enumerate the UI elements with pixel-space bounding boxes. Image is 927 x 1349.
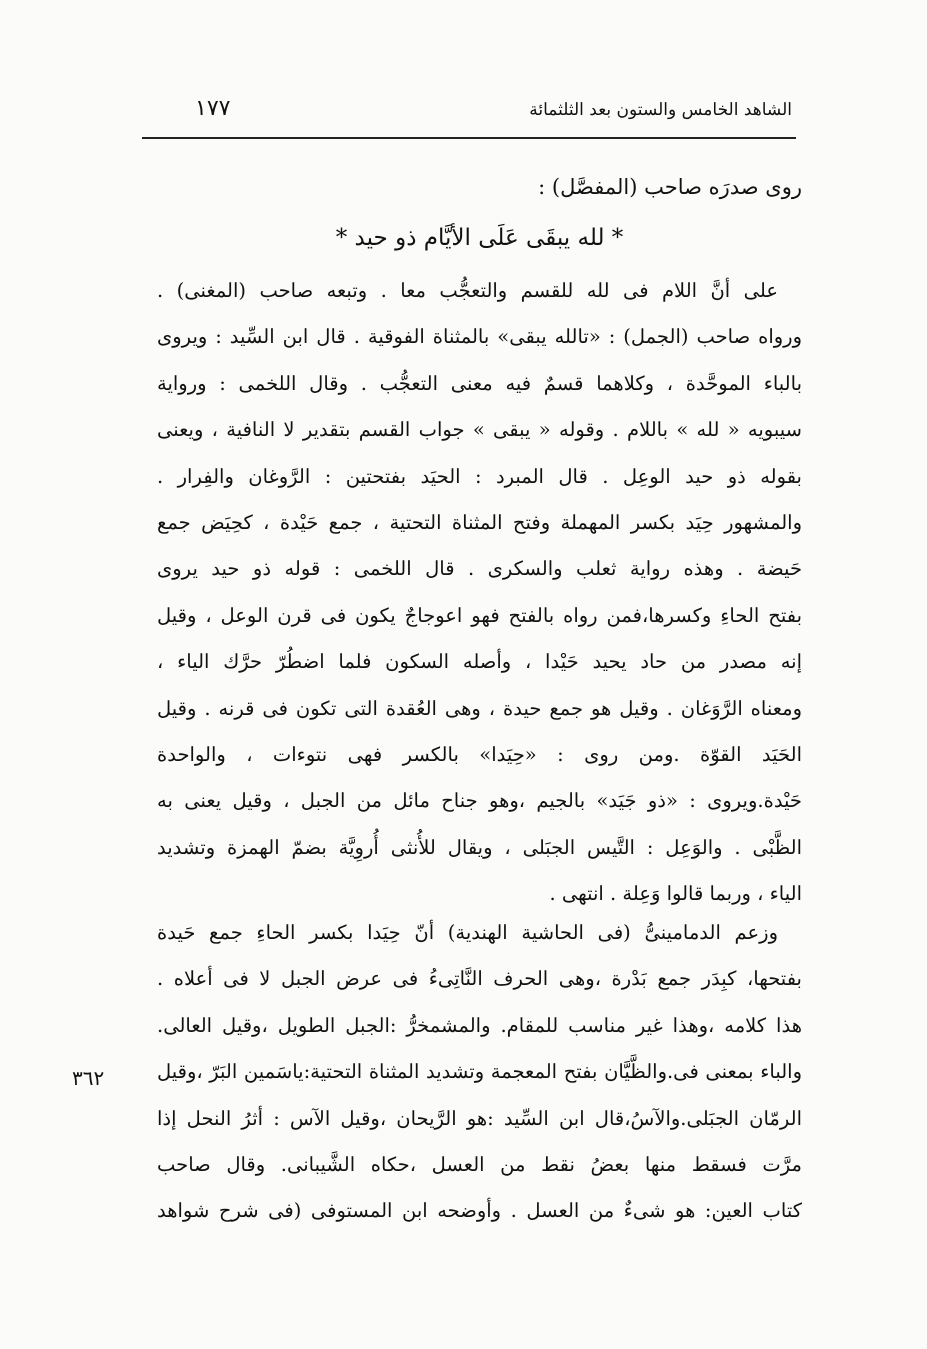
text-line: مرَّت فسقط منها بعضُ نقط من العسل ،حكاه الشَّيبانى. وقال صاحب [157,1152,802,1176]
paragraph-1 [157,268,802,917]
text-line: بفتح الحاءِ وكسرها،فمن رواه بالفتح فهو اعوجاجٌ يكون فى قرن الوعل ، وقيل [157,603,802,627]
header-rule [142,137,796,139]
margin-number: ٣٦٢ [72,1066,105,1090]
text-line: الياء ، وربما قالوا وَعِلة . انتهى . [549,882,802,906]
intro-line: روى صدرَه صاحب (المفصَّل) : [538,175,802,199]
text-line: بفتحها، كبِدَر جمع بَدْرة ،وهى الحرف النَّاتِىءُ فى عرض الجبل لا فى أعلاه . [157,967,802,991]
text-line: بقوله ذو حيد الوعِل . قال المبرد : الحيَد بفتحتين : الرَّوغان والفِرار . [157,464,802,488]
text-line: حَيْدة.ويروى : «ذو جَيَد» بالجيم ،وهو جناح مائل من الجبل ، وقيل يعنى به [157,789,802,813]
text-line: الرمّان الجبَلى.والآسُ،قال ابن السِّيد :هو الرَّيحان ،وقيل الآس : أثرُ النحل إذا [157,1106,802,1130]
text-line: ورواه صاحب (الجمل) : «تالله يبقى» بالمثناة الفوقية . قال ابن السِّيد : ويروى [157,325,802,349]
text-line: إنه مصدر من حاد يحيد حَيْدا ، وأصله السكون فلما اضطُرّ حرَّك الياء ، [157,650,802,674]
text-line: وزعم الدمامينىُّ (فى الحاشية الهندية) أنّ حِيَدا بكسر الحاءِ جمع حَيدة [157,921,778,944]
text-line: والمشهور حِيَد بكسر المهملة وفتح المثناة التحتية ، جمع حَيْدة ، كحِيَض جمع [157,510,802,534]
text-line: حَيضة . وهذه رواية ثعلب والسكرى . قال اللخمى : قوله ذو حيد يروى [157,557,802,581]
page-number: ١٧٧ [195,96,231,121]
running-header: الشاهد الخامس والستون بعد الثلثمائة [529,100,792,120]
text-line: على أنَّ اللام فى لله للقسم والتعجُّب معا . وتبعه صاحب (المغنى) . [157,279,778,302]
text-line: والباء بمعنى فى.والظَّيَّان بفتح المعجمة وتشديد المثناة التحتية:ياسَمين البَرّ ،وقيل [157,1060,802,1084]
verse-line: * لله يبقَى عَلَى الأيَّام ذو حيد * [335,225,624,251]
text-line: هذا كلامه ،وهذا غير مناسب للمقام. والمشمخرُّ :الجبل الطويل ،وقيل العالى. [157,1013,802,1037]
text-line: الظَّبْى . والوَعِل : التَّيس الجبَلى ، ويقال للأُنثى أُروِيَّة بضمّ الهمزة وتشديد [157,835,802,859]
paragraph-2 [157,910,802,1235]
text-line: سيبويه « لله » باللام . وقوله « يبقى » جواب القسم بتقدير لا النافية ، ويعنى [157,418,802,442]
text-line: الحَيَد القوّة .ومن روى : «حِيَدا» بالكسر فهى نتوءات ، والواحدة [157,742,802,766]
text-line: ومعناه الرَّوَغان . وقيل هو جمع حيدة ، وهى العُقدة التى تكون فى قرنه . وقيل [157,696,802,720]
text-line: بالباء الموحَّدة ، وكلاهما قسمٌ فيه معنى التعجُّب . وقال اللخمى : ورواية [157,371,802,395]
text-line: كتاب العين: هو شىءٌ من العسل . وأوضحه ابن المستوفى (فى شرح شواهد [157,1199,802,1223]
